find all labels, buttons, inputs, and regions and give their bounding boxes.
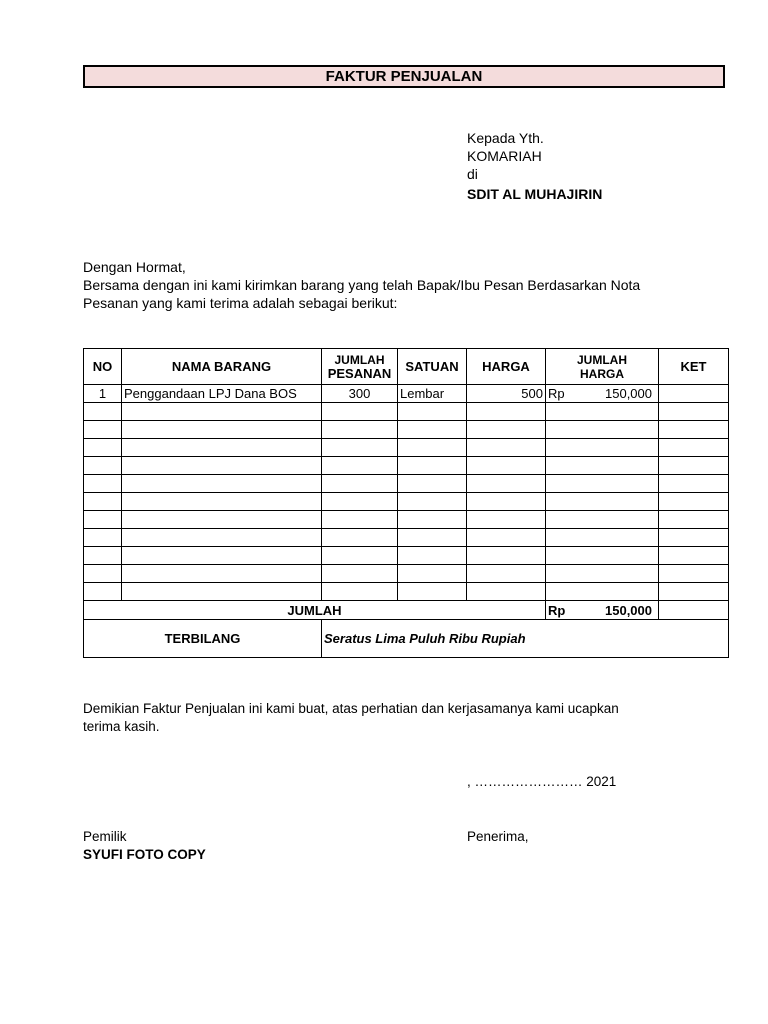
- invoice-table: [83, 348, 729, 658]
- header-no: NO: [84, 349, 122, 385]
- table-row-empty: [84, 547, 729, 565]
- cell-harga: 500: [467, 385, 546, 403]
- header-ket: KET: [659, 349, 729, 385]
- cell-no: 1: [84, 385, 122, 403]
- intro-block: [83, 258, 743, 312]
- header-jumlah-harga-line2: HARGA: [580, 366, 624, 381]
- total-row: [84, 601, 729, 620]
- table-row-empty: [84, 565, 729, 583]
- recipient-name: KOMARIAH: [467, 148, 542, 164]
- cell-currency: Rp: [548, 386, 565, 401]
- closing-line-2: terima kasih.: [83, 719, 160, 734]
- table-row-empty: [84, 529, 729, 547]
- date-line: , …………………… 2021: [467, 774, 617, 789]
- table-header-row: [84, 349, 729, 385]
- terbilang-label: TERBILANG: [84, 620, 322, 658]
- recipient-org: SDIT AL MUHAJIRIN: [467, 186, 603, 202]
- table-row-empty: [84, 403, 729, 421]
- intro-line-1: Bersama dengan ini kami kirimkan barang yang telah Bapak/Ibu Pesan Berdasarkan Nota: [83, 277, 641, 293]
- intro-line-2: Pesanan yang kami terima adalah sebagai berikut:: [83, 295, 398, 311]
- table-row: [84, 385, 729, 403]
- cell-jumlah: 300: [322, 385, 398, 403]
- total-label: JUMLAH: [84, 601, 546, 620]
- table-row-empty: [84, 511, 729, 529]
- recipient-di: di: [467, 166, 478, 182]
- greeting: Dengan Hormat,: [83, 259, 186, 275]
- cell-jumlah-harga: [546, 385, 659, 403]
- cell-ket: [659, 385, 729, 403]
- owner-signature: [83, 828, 206, 864]
- table-row-empty: [84, 475, 729, 493]
- header-nama-barang: NAMA BARANG: [122, 349, 322, 385]
- header-jumlah-harga: [546, 349, 659, 385]
- table-row-empty: [84, 439, 729, 457]
- total-ket: [659, 601, 729, 620]
- header-jumlah-harga-line1: JUMLAH: [577, 352, 627, 367]
- invoice-title: FAKTUR PENJUALAN: [83, 65, 725, 88]
- header-jumlah-pesanan-line1: JUMLAH: [334, 352, 385, 367]
- header-jumlah-pesanan: [322, 349, 398, 385]
- cell-jumlah-harga-value: 150,000: [605, 386, 652, 401]
- header-satuan: SATUAN: [398, 349, 467, 385]
- table-row-empty: [84, 583, 729, 601]
- header-harga: HARGA: [467, 349, 546, 385]
- table-row-empty: [84, 493, 729, 511]
- total-amount: [546, 601, 659, 620]
- table-row-empty: [84, 421, 729, 439]
- owner-name: SYUFI FOTO COPY: [83, 847, 206, 862]
- total-currency: Rp: [548, 602, 566, 618]
- owner-label: Pemilik: [83, 829, 127, 844]
- recipient-block: [467, 129, 602, 203]
- header-jumlah-pesanan-line2: PESANAN: [327, 365, 392, 381]
- receiver-label: Penerima,: [467, 829, 529, 844]
- table-row-empty: [84, 457, 729, 475]
- terbilang-value: Seratus Lima Puluh Ribu Rupiah: [322, 620, 729, 658]
- recipient-salutation: Kepada Yth.: [467, 130, 544, 146]
- cell-satuan: Lembar: [398, 385, 467, 403]
- cell-nama-barang: Penggandaan LPJ Dana BOS: [122, 385, 322, 403]
- closing-block: [83, 700, 743, 736]
- terbilang-row: [84, 620, 729, 658]
- closing-line-1: Demikian Faktur Penjualan ini kami buat, atas perhatian dan kerjasamanya kami ucapkan: [83, 701, 619, 716]
- total-value: 150,000: [605, 602, 652, 618]
